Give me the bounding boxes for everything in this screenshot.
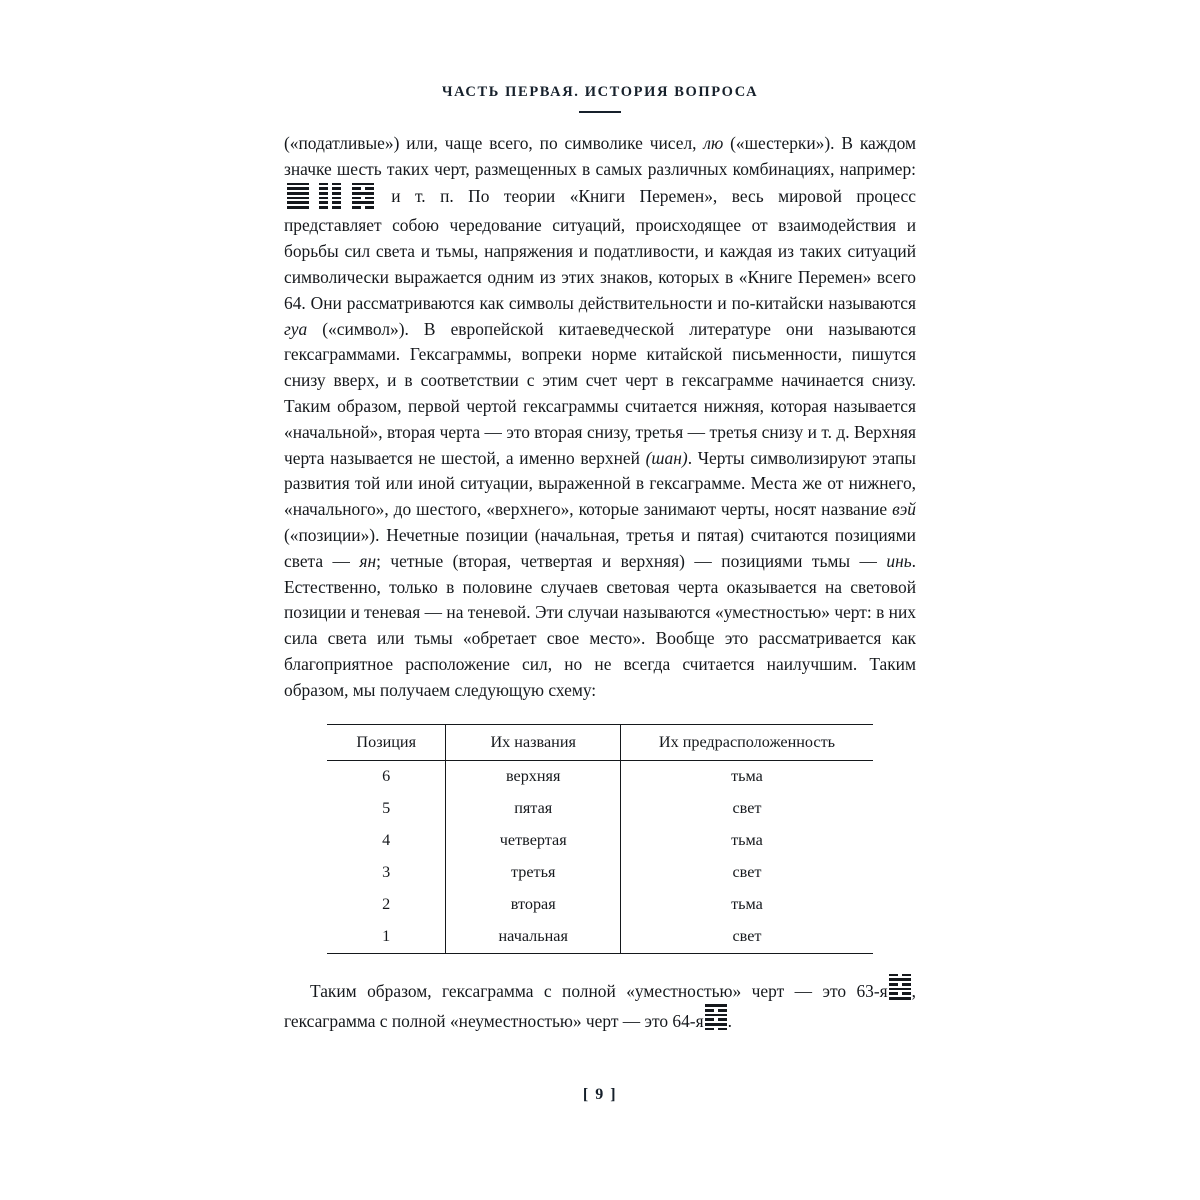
cell-tendency: тьма <box>731 766 763 785</box>
cell-tendency: тьма <box>731 830 763 849</box>
cell-position: 5 <box>327 793 446 825</box>
table-row <box>327 857 873 889</box>
table-row <box>327 793 873 825</box>
italic-term-in: инь <box>886 550 912 571</box>
cell-name: четвертая <box>446 825 621 857</box>
table-row <box>327 760 873 793</box>
hexagram-glyph-example-3 <box>352 183 374 209</box>
cell-position: 4 <box>327 825 446 857</box>
text-run: («позиции»). Нечетные позиции (начальная, третья и пятая) считаются позициями света — <box>284 524 916 571</box>
cell-position: 1 <box>327 921 446 954</box>
table-row <box>327 889 873 921</box>
italic-term-shan: (шан) <box>645 447 688 468</box>
running-head: ЧАСТЬ ПЕРВАЯ. ИСТОРИЯ ВОПРОСА <box>441 84 759 100</box>
hexagram-glyph-example-1 <box>287 183 309 209</box>
text-run: ; четные (вторая, четвертая и верхняя) — позициями тьмы — <box>376 550 887 571</box>
cell-position: 3 <box>327 857 446 889</box>
cell-name: вторая <box>446 889 621 921</box>
table-row <box>327 825 873 857</box>
hexagram-glyph-64 <box>705 1004 727 1030</box>
column-header-position: Позиция <box>327 724 446 760</box>
text-run: («шестерки»). В каждом значке шесть таких черт, размещенных в самых различных комбинациях, например: <box>284 133 917 179</box>
italic-term-liu: лю <box>703 133 724 153</box>
cell-name: пятая <box>446 793 621 825</box>
cell-tendency: свет <box>732 798 762 817</box>
page-content <box>284 84 916 1053</box>
positions-table <box>327 724 873 954</box>
italic-term-vey: вэй <box>892 499 916 520</box>
hexagram-examples-group <box>284 183 377 214</box>
paragraph-conclusion <box>284 974 916 1036</box>
italic-term-yan: ян <box>359 550 377 571</box>
hexagram-glyph-63 <box>889 974 911 1000</box>
italic-term-gua: гуа <box>284 318 308 339</box>
column-header-tendency: Их предрасположенность <box>620 724 873 760</box>
table-row <box>327 921 873 954</box>
cell-position: 6 <box>327 760 446 793</box>
paragraph-main <box>284 131 916 704</box>
text-run: и т. п. По теории «Книги Перемен», весь мировой процесс представляет собою чередование ситуаций, происходящее от взаимодействия и борьбы сил света и тьмы, напряжения и податливости, и каждая из таких ситуаций символически выражается одним из этих знаков, которых в «Книге Перемен» всего 64. Они рассматриваются как символы действительности и по-китайски называются <box>284 185 916 313</box>
text-run: («символ»). В европейской китаеведческой литературе они называются гексаграммами. Гексаграммы, вопреки норме китайской письменности, пишутся снизу вверх, и в соответствии с этим счет черт в гексаграмме начинается снизу. Таким образом, первой чертой гексаграммы считается нижняя, которая называется «начальной», вторая черта — это вторая снизу, третья — третья снизу и т. д. Верхняя черта называется не шестой, а именно верхней <box>284 318 916 468</box>
cell-position: 2 <box>327 889 446 921</box>
table-header-row <box>327 724 873 760</box>
text-run: , гексаграмма с полной «неуместностью» черт — это 64-я <box>284 980 916 1032</box>
column-header-names: Их названия <box>446 724 621 760</box>
table-body <box>327 760 873 953</box>
text-run: . Черты символизируют этапы развития той или иной ситуации, выраженной в гексаграмме. Места же от нижнего, «начального», до шестого, «верхнего», которые занимают черты, носят название <box>284 447 916 520</box>
cell-name: третья <box>446 857 621 889</box>
text-run: . Естественно, только в половине случаев световая черта оказывается на световой позиции и теневая — на теневой. Эти случаи называются «уместностью» черт: в них сила света или тьмы «обретает свое место». Вообще это рассматривается как благоприятное расположение сил, но не всегда считается наилучшим. Таким образом, мы получаем следующую схему: <box>284 550 916 700</box>
cell-tendency: свет <box>620 921 873 954</box>
cell-name: верхняя <box>446 760 621 793</box>
text-run: Таким образом, гексаграмма с полной «уместностью» черт — это 63-я <box>310 980 888 1001</box>
running-head-rule <box>579 111 621 113</box>
table-head <box>327 724 873 760</box>
text-run: . <box>727 1011 732 1032</box>
cell-tendency: тьма <box>731 894 763 913</box>
cell-name: начальная <box>446 921 621 954</box>
hexagram-glyph-example-2 <box>319 183 341 209</box>
text-run: («податливые») или, чаще всего, по символике чисел, <box>284 133 704 153</box>
schema-table-wrapper <box>284 724 916 954</box>
cell-tendency: свет <box>732 862 762 881</box>
page-number: [ 9 ] <box>582 1086 618 1103</box>
